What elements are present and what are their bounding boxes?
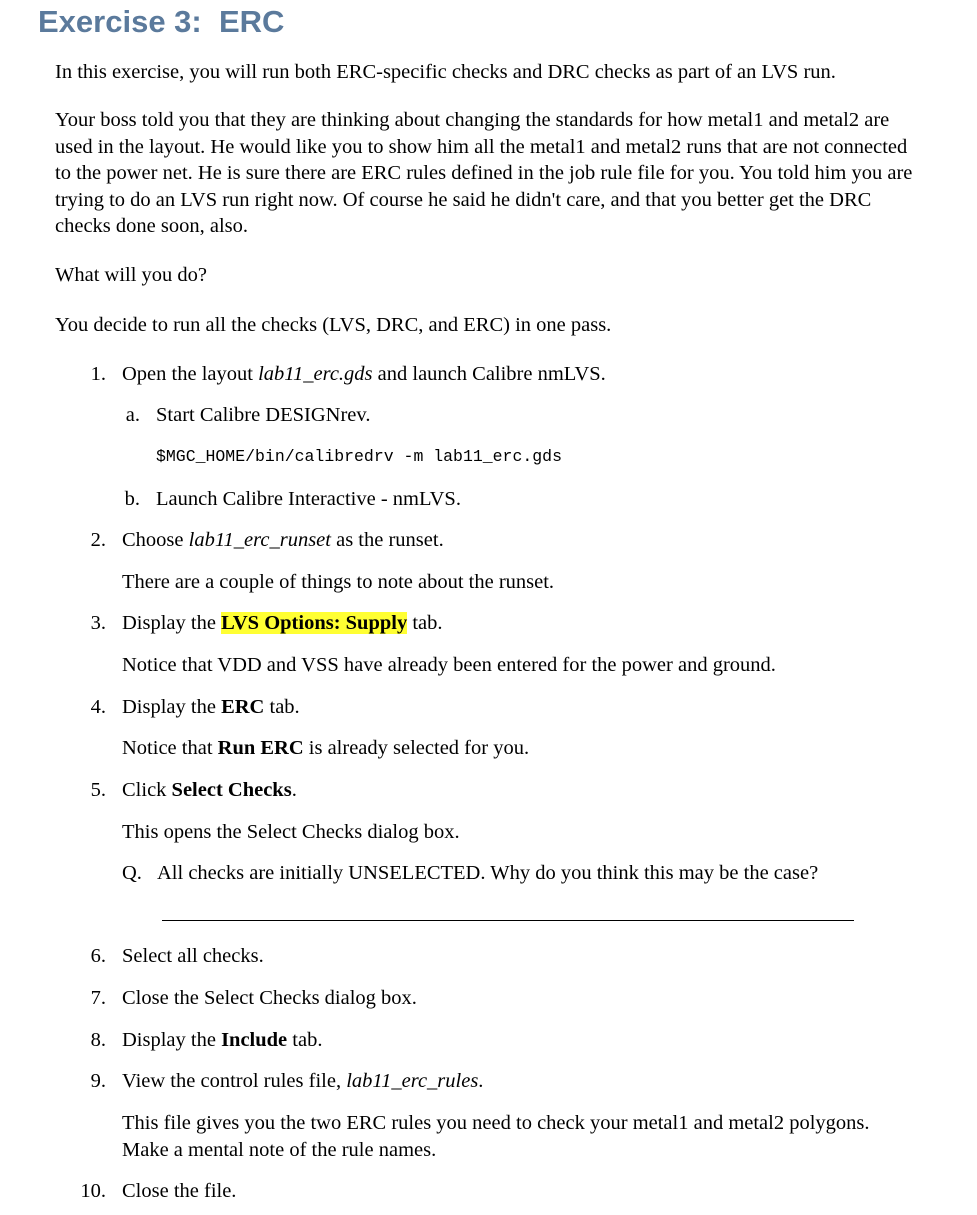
note-part: is already selected for you. xyxy=(303,737,530,759)
question-text: All checks are initially UNSELECTED. Why do you think this may be the case? xyxy=(157,862,819,884)
step-number: 8. xyxy=(90,1029,106,1051)
step-text-part: Display the xyxy=(122,696,222,718)
step-text-part: Display the xyxy=(122,1029,222,1051)
scenario-paragraph: Your boss told you that they are thinking about changing the standards for how metal1 and metal2 are used in the layout. He would like you to show him all the metal1 and metal2 runs that are not connected to the power net. He is sure there are ERC rules defined in the job rule file for you. You told him you are trying to do an LVS run right now. Of course he said he didn't care, and that you better get the DRC checks done soon, also. xyxy=(55,109,913,237)
exercise-title: Exercise 3: ERC xyxy=(38,4,285,39)
step-text-part: . xyxy=(291,779,297,801)
step-text-part: and launch Calibre nmLVS. xyxy=(372,363,606,385)
step-number: 9. xyxy=(90,1070,106,1092)
step-text xyxy=(122,527,444,554)
step-text-part: tab. xyxy=(264,696,300,718)
step-text-part: tab. xyxy=(287,1029,323,1051)
note-part: Notice that xyxy=(122,737,218,759)
file-name: lab11_erc_rules xyxy=(346,1070,479,1092)
step-note: There are a couple of things to note about the runset. xyxy=(122,571,555,593)
step-text-part: Display the xyxy=(122,612,222,634)
step-note: This file gives you the two ERC rules you need to check your metal1 and metal2 polygons. Make a mental note of the rule names. xyxy=(122,1112,870,1161)
substep-label: b. xyxy=(124,488,140,510)
step-text xyxy=(122,610,443,637)
question-paragraph: What will you do? xyxy=(55,264,208,286)
step-text-part: . xyxy=(478,1070,484,1092)
step-text-part: Open the layout xyxy=(122,363,259,385)
step-number: 2. xyxy=(90,529,106,551)
step-note: Notice that VDD and VSS have already been entered for the power and ground. xyxy=(122,654,776,676)
step-note xyxy=(122,735,922,762)
substep-label: a. xyxy=(125,404,140,426)
step-text xyxy=(122,694,300,721)
step-text xyxy=(122,1068,483,1095)
step-text-part: as the runset. xyxy=(330,529,444,551)
step-number: 1. xyxy=(90,363,106,385)
step-number: 3. xyxy=(90,612,106,634)
answer-line[interactable] xyxy=(162,920,854,921)
step-text-part: tab. xyxy=(407,612,443,634)
intro-paragraph: In this exercise, you will run both ERC-specific checks and DRC checks as part of an LVS run. xyxy=(55,61,836,83)
decision-paragraph: You decide to run all the checks (LVS, DRC, and ERC) in one pass. xyxy=(55,314,612,336)
highlighted-tab-name: LVS Options: Supply xyxy=(221,612,408,634)
step-number: 5. xyxy=(90,779,106,801)
tab-name: Include xyxy=(221,1029,288,1051)
step-text-part: Choose xyxy=(122,529,189,551)
command-line: $MGC_HOME/bin/calibredrv -m lab11_erc.gds xyxy=(156,447,562,466)
step-text: Close the Select Checks dialog box. xyxy=(122,987,417,1009)
step-text-part: Click xyxy=(122,779,172,801)
step-number: 4. xyxy=(90,696,106,718)
file-name: lab11_erc.gds xyxy=(258,363,373,385)
step-note: This opens the Select Checks dialog box. xyxy=(122,821,460,843)
substep-text: Launch Calibre Interactive - nmLVS. xyxy=(156,488,461,510)
button-name: Select Checks xyxy=(171,779,292,801)
step-text: Close the file. xyxy=(122,1180,237,1202)
step-text xyxy=(122,1027,322,1054)
runset-name: lab11_erc_runset xyxy=(188,529,331,551)
step-number: 7. xyxy=(90,987,106,1009)
step-text xyxy=(122,361,606,388)
step-number: 10. xyxy=(80,1180,106,1202)
step-text-part: View the control rules file, xyxy=(122,1070,347,1092)
step-number: 6. xyxy=(90,945,106,967)
step-text: Select all checks. xyxy=(122,945,264,967)
substep-text: Start Calibre DESIGNrev. xyxy=(156,404,371,426)
tab-name: ERC xyxy=(221,696,265,718)
option-name: Run ERC xyxy=(217,737,304,759)
step-text xyxy=(122,777,297,804)
question-label: Q. xyxy=(122,862,142,884)
